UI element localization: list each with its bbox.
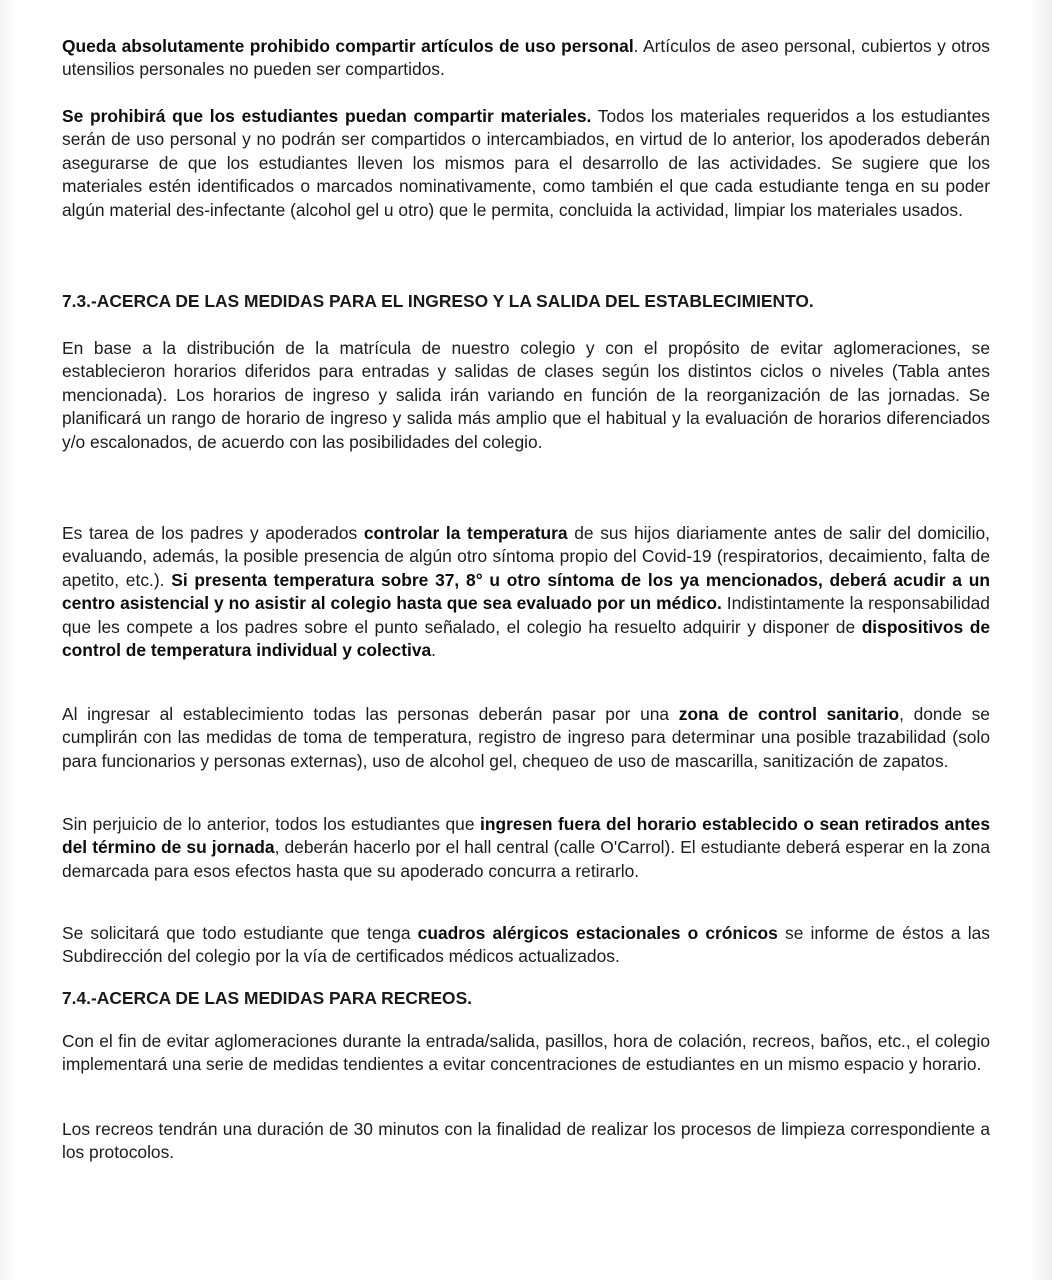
bold-text: Queda absolutamente prohibido compartir artículos de uso personal [62, 36, 634, 56]
paragraph-temperature [62, 522, 990, 662]
body-text: . [431, 640, 437, 661]
paragraph-allergies [62, 922, 990, 969]
body-text: Es tarea de los padres y apoderados [62, 523, 364, 543]
paragraph-recess-duration: Los recreos tendrán una duración de 30 minutos con la finalidad de realizar los procesos de limpieza correspondiente a los protocolos. [62, 1119, 990, 1163]
paragraph-personal-items [62, 35, 990, 82]
section-heading-7-3: 7.3.-ACERCA DE LAS MEDIDAS PARA EL INGRESO Y LA SALIDA DEL ESTABLECIMIENTO. [62, 291, 814, 311]
bold-text: controlar la temperatura [363, 523, 568, 543]
body-text: Se solicitará que todo estudiante que tenga [62, 923, 418, 943]
body-text: Al ingresar al establecimiento todas las personas deberán pasar por una [62, 704, 679, 724]
bold-text: ingresen fuera del horario establecido o sean retirados antes del término de su jornada [62, 814, 990, 858]
bold-text: Si presenta temperatura sobre 37, 8° u otro síntoma de los ya mencionados, deberá acudir a un centro asistencial y no asistir al colegio hasta que sea evaluado por un médico. [62, 569, 990, 614]
body-text: , deberán hacerlo por el hall central (calle O'Carrol). El estudiante deberá esperar en la zona demarcada para esos efectos hasta que su apoderado concurra a retirarlo. [62, 837, 990, 881]
bold-text: zona de control sanitario [678, 704, 900, 724]
body-text: de sus hijos diariamente antes de salir del domicilio, evaluando, además, la posible presencia de algún otro síntoma propio del Covid-19 (respiratorios, decaimiento, falta de apetito, etc.). [62, 523, 991, 590]
bold-text: Se prohibirá que los estudiantes puedan compartir materiales. [62, 106, 592, 126]
bold-text: dispositivos de control de temperatura individual y colectiva [62, 616, 991, 661]
body-text: Todos los materiales requeridos a los estudiantes serán de uso personal y no podrán ser compartidos o intercambiados, en virtud de lo anterior, los apoderados deberán asegurarse de que los estudiantes lleven los mismos para el desarrollo de las actividades. Se sugiere que los materiales estén identificados o marcados nominativamente, como también el que cada estudiante tenga en su poder algún material des-infectante (alcohol gel u otro) que le permita, concluida la actividad, limpiar los materiales usados. [62, 106, 990, 220]
section-heading-7-4: 7.4.-ACERCA DE LAS MEDIDAS PARA RECREOS. [62, 988, 473, 1008]
paragraph-schedules: En base a la distribución de la matrícula de nuestro colegio y con el propósito de evitar aglomeraciones, se establecieron horarios diferidos para entradas y salidas de clases según los distintos ciclos o niveles (Tabla antes mencionada). Los horarios de ingreso y salida irán variando en función de la reorganización de las jornadas. Se planificará un rango de horario de ingreso y salida más amplio que el habitual y la evaluación de horarios diferenciados y/o escalonados, de acuerdo con las posibilidades del colegio. [62, 338, 990, 452]
body-text: Sin perjuicio de lo anterior, todos los estudiantes que [62, 814, 481, 834]
body-text: Indistintamente la responsabilidad que les compete a los padres sobre el punto señalado, el colegio ha resuelto adquirir y disponer de [62, 593, 990, 637]
body-text: , donde se cumplirán con las medidas de toma de temperatura, registro de ingreso para determinar una posible trazabilidad (solo para funcionarios y personas externas), uso de alcohol gel, chequeo de uso de mascarilla, sanitización de zapatos. [62, 704, 990, 771]
bold-text: cuadros alérgicos estacionales o crónicos [417, 923, 778, 943]
body-text: . Artículos de aseo personal, cubiertos y otros utensilios personales no pueden ser compartidos. [62, 36, 990, 80]
paragraph-crowding: Con el fin de evitar aglomeraciones durante la entrada/salida, pasillos, hora de colación, recreos, baños, etc., el colegio implementará una serie de medidas tendientes a evitar concentraciones de estudiantes en un mismo espacio y horario. [62, 1031, 990, 1075]
paragraph-schedule-exceptions [62, 813, 990, 883]
paragraph-sanitary-zone [62, 703, 990, 773]
body-text: se informe de éstos a las Subdirección del colegio por la vía de certificados médicos actualizados. [62, 923, 990, 967]
paragraph-materials [62, 105, 990, 222]
